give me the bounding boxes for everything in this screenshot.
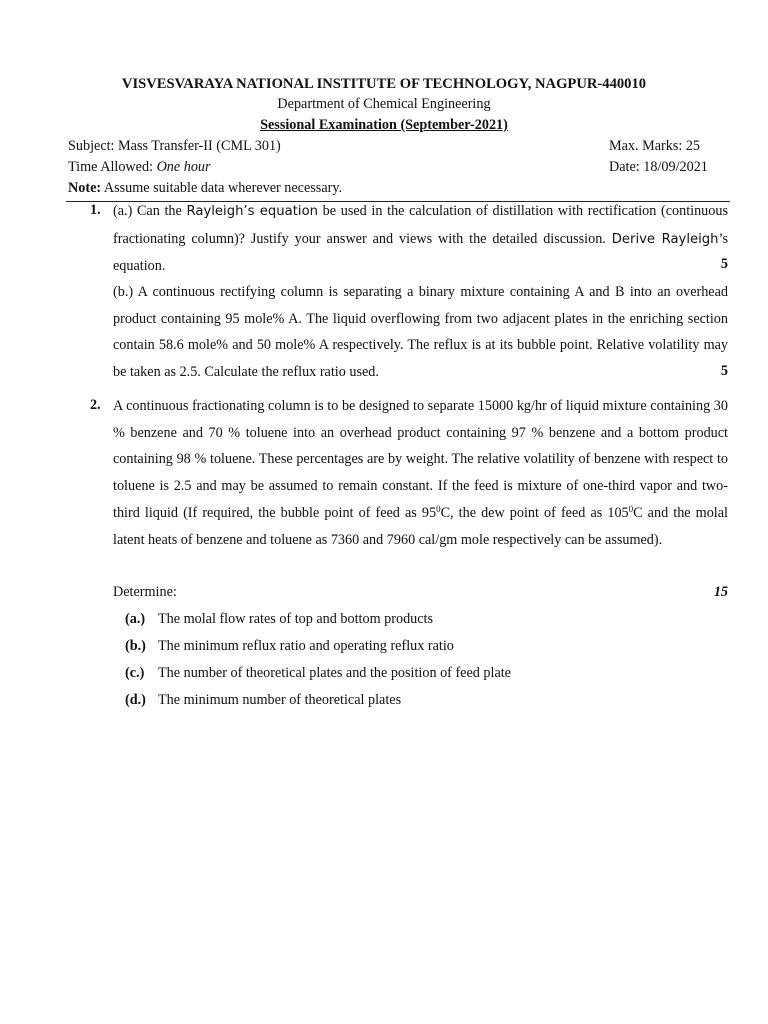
question-1-number: 1. (90, 202, 101, 218)
q2-degree-sup-1: 0 (436, 503, 441, 514)
q1a-text-end: ’s equation. (113, 230, 728, 275)
subject-line: Subject: Mass Transfer-II (CML 301) (68, 138, 281, 154)
exam-session-title: Sessional Examination (September-2021) (260, 117, 508, 133)
time-label: Time Allowed: (68, 159, 157, 175)
q1a-derive-phrase: Derive Rayleigh (611, 231, 719, 247)
q2-part-d (125, 692, 401, 709)
q2-part-a-label: (a.) (125, 611, 146, 627)
time-value: One hour (156, 159, 211, 175)
question-1b-text: (b.) A continuous rectifying column is separating a binary mixture containing A and B into an overhead product containing 95 mole% A. The liquid overflowing from two adjacent plates in the enriching section contain 58.6 mole% and 50 mole% A respectively. The reflux is at its bubble point. Relative volatility may be taken as 2.5. Calculate the reflux ratio used. (113, 284, 728, 381)
q2-part-b-text: The minimum reflux ratio and operating reflux ratio (158, 638, 454, 654)
exam-date: Date: 18/09/2021 (609, 159, 708, 175)
note-line (68, 180, 342, 197)
question-1a-text (113, 198, 728, 280)
q2-text-part3: C and the molal latent heats of benzene and toluene as 7360 and 7960 cal/gm mole respectively can be assumed). (113, 504, 728, 548)
question-1b-marks: 5 (720, 363, 728, 379)
q2-part-c-label: (c.) (125, 665, 145, 681)
q2-degree-sup-2: 0 (628, 503, 634, 514)
question-2-marks: 15 (713, 584, 728, 600)
q2-part-c-text: The number of theoretical plates and the position of feed plate (158, 665, 511, 681)
time-allowed (68, 159, 211, 176)
q2-part-a (125, 611, 433, 628)
note-text: Assume suitable data wherever necessary. (101, 180, 343, 196)
q2-part-b (125, 638, 454, 655)
q1a-text-middle: be used in the calculation of distillation with rectification (continuous fractionating column)? Justify your answer and views with the detailed discussion. (113, 203, 728, 247)
q2-part-a-text: The molal flow rates of top and bottom products (158, 611, 434, 627)
question-2-number: 2. (90, 397, 101, 413)
q2-text-part1: A continuous fractionating column is to be designed to separate 15000 kg/hr of liquid mixture containing 30 % benzene and 70 % toluene into an overhead product containing 97 % benzene and a bottom product containing 98 % toluene. These percentages are by weight. The relative volatility of benzene with respect to toluene is 2.5 and may be assumed to remain constant. If the feed is mixture of one-third vapor and two-third liquid (If required, the bubble point of feed as 95 (113, 398, 728, 521)
determine-label: Determine: (113, 584, 177, 600)
q2-part-b-label: (b.) (125, 638, 146, 654)
q2-text-part2: C, the dew point of feed as 105 (440, 504, 629, 521)
q2-part-c (125, 665, 511, 682)
question-1a-marks: 5 (720, 256, 728, 272)
institute-title: VISVESVARAYA NATIONAL INSTITUTE OF TECHNOLOGY, NAGPUR-440010 (121, 76, 647, 92)
q1a-text-start: (a.) Can the (113, 203, 187, 219)
note-label: Note: (68, 180, 102, 196)
department-name: Department of Chemical Engineering (277, 96, 491, 112)
max-marks: Max. Marks: 25 (609, 138, 701, 154)
q1a-rayleigh-phrase: Rayleigh’s equation (186, 204, 318, 219)
q2-part-d-label: (d.) (125, 692, 146, 708)
q2-part-d-text: The minimum number of theoretical plates (158, 692, 402, 708)
question-2-text (113, 393, 728, 553)
